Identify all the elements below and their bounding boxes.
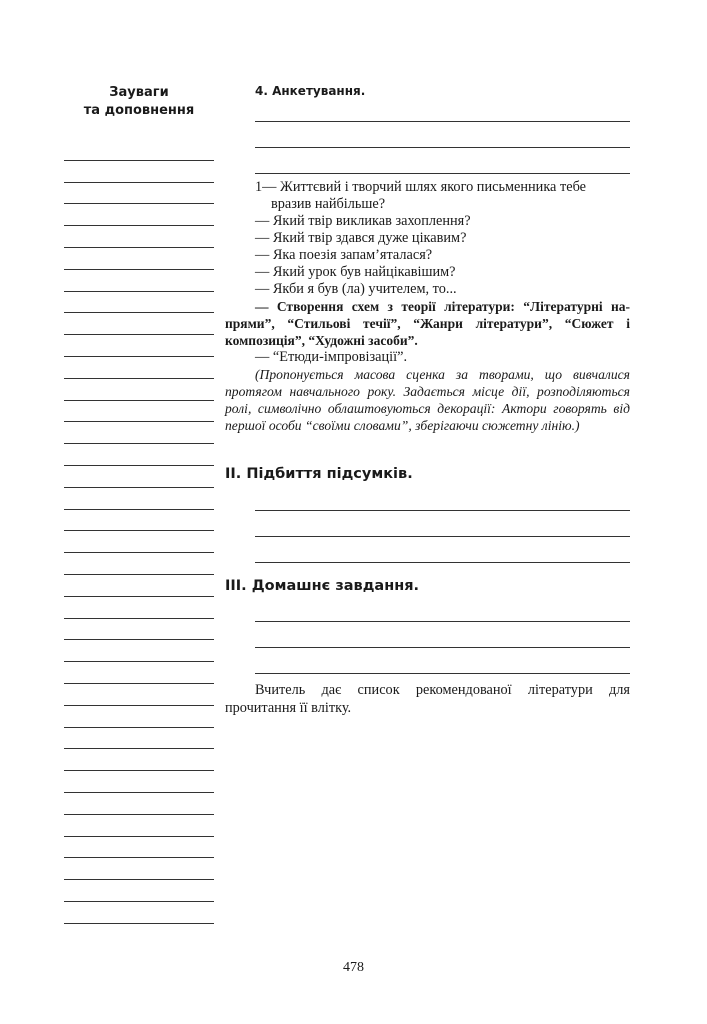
- margin-note-line: [64, 248, 214, 270]
- section-3-answer-lines: [255, 596, 630, 674]
- section-4-answer-lines: [255, 96, 630, 174]
- answer-line: [255, 537, 630, 563]
- answer-line: [255, 148, 630, 174]
- question-5: — Який урок був найцікавішим?: [255, 264, 456, 280]
- answer-line: [255, 511, 630, 537]
- margin-note-line: [64, 226, 214, 248]
- section-2-answer-lines: [255, 485, 630, 563]
- margin-note-line: [64, 270, 214, 292]
- answer-line: [255, 96, 630, 122]
- question-2: — Який твір викликав захоплення?: [255, 213, 471, 229]
- margin-note-line: [64, 444, 214, 466]
- margin-note-line: [64, 335, 214, 357]
- margin-note-line: [64, 357, 214, 379]
- margin-note-line: [64, 379, 214, 401]
- answer-line: [255, 622, 630, 648]
- answer-line: [255, 485, 630, 511]
- schemes-paragraph: — Створення схем з теорії літератури: “Літературні напрями”, “Стильові течії”, “Жанри літератури”, “Сюжет і композиція”, “Художні засоби”.: [225, 299, 630, 348]
- page-number: 478: [343, 960, 364, 975]
- answer-line: [255, 596, 630, 622]
- etudes-paragraph: — “Етюди-імпровізації”.: [255, 349, 408, 365]
- scene-note: (Пропонується масова сценка за творами, що вивчалися протягом навчального року. Задається місце дії, розподіляються ролі, символічно облаштовуються декорації: Актори говорять від першої особи “своїми словами”, зберігаючи сюжетну лінію.): [225, 367, 630, 433]
- question-1: 1— Життєвий і творчий шлях якого письменника тебе: [255, 179, 586, 195]
- margin-note-line: [64, 401, 214, 423]
- margin-note-line: [64, 662, 214, 684]
- margin-note-line: [64, 858, 214, 880]
- margin-note-line: [64, 575, 214, 597]
- margin-note-line: [64, 902, 214, 924]
- section-4-body: [225, 179, 630, 434]
- answer-line: [255, 648, 630, 674]
- margin-note-line: [64, 510, 214, 532]
- margin-note-line: [64, 749, 214, 771]
- margin-note-line: [64, 161, 214, 183]
- margin-title-line1: Зауваги: [109, 85, 169, 100]
- margin-note-line: [64, 793, 214, 815]
- margin-note-line: [64, 706, 214, 728]
- margin-note-line: [64, 422, 214, 444]
- margin-note-line: [64, 771, 214, 793]
- margin-title-line2: та доповнення: [83, 103, 195, 118]
- margin-note-line: [64, 553, 214, 575]
- margin-note-line: [64, 292, 214, 314]
- margin-note-line: [64, 684, 214, 706]
- question-3: — Який твір здався дуже цікавим?: [255, 230, 467, 246]
- margin-note-line: [64, 880, 214, 902]
- section-4-title: 4. Анкетування.: [255, 84, 366, 98]
- question-4: — Яка поезія запам’яталася?: [255, 247, 433, 263]
- margin-note-line: [64, 815, 214, 837]
- section-2-title: ІІ. Підбиття підсумків.: [225, 466, 413, 482]
- question-6: — Якби я був (ла) учителем, то...: [255, 281, 457, 297]
- margin-note-line: [64, 837, 214, 859]
- margin-note-line: [64, 619, 214, 641]
- question-1-cont: вразив найбільше?: [271, 196, 386, 212]
- margin-note-line: [64, 640, 214, 662]
- margin-note-line: [64, 466, 214, 488]
- margin-note-line: [64, 183, 214, 205]
- margin-note-line: [64, 597, 214, 619]
- teacher-instruction: Вчитель дає список рекомендованої літератури для прочитання її влітку.: [225, 682, 630, 716]
- margin-note-line: [64, 488, 214, 510]
- margin-note-line: [64, 313, 214, 335]
- margin-note-line: [64, 204, 214, 226]
- margin-note-line: [64, 139, 214, 161]
- margin-note-line: [64, 728, 214, 750]
- margin-note-line: [64, 531, 214, 553]
- margin-notes-title: [64, 84, 214, 120]
- section-3-title: ІІІ. Домашнє завдання.: [225, 578, 420, 594]
- margin-notes-lines: [64, 139, 214, 924]
- answer-line: [255, 122, 630, 148]
